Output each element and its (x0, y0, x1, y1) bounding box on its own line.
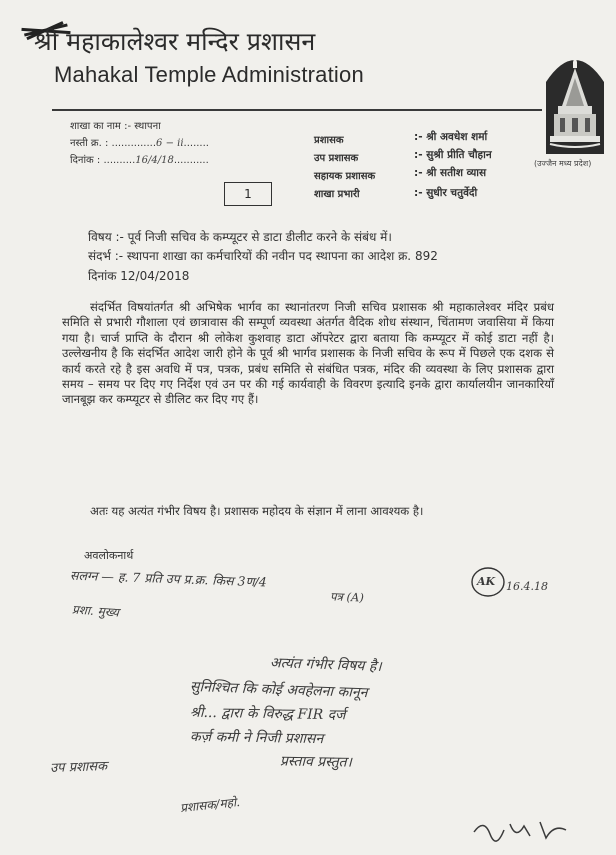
page-number-box: 1 (224, 182, 272, 206)
reference-line: संदर्भ :- स्थापना शाखा का कर्मचारियों की नवीन पद स्थापना का आदेश क्र. 892 (88, 249, 438, 263)
handwritten-note-1: सलग्न — ह. 7 प्रति उप प्र.क्र. किस 3ण/4 (69, 567, 267, 590)
handwritten-note-8: प्रस्ताव प्रस्तुत। (279, 753, 353, 771)
handwritten-note-6: श्री... द्वारा के विरुद्ध FIR दर्ज (189, 704, 346, 724)
subject-line: विषय :- पूर्व निजी सचिव के कम्प्यूटर से डाटा डीलीट करने के संबंध में। (88, 230, 392, 244)
temple-logo-icon (540, 42, 610, 160)
handwritten-note-10: प्रशासक/महो. (179, 794, 241, 816)
org-name-english: Mahakal Temple Administration (54, 62, 364, 87)
date-value: 16/4/18 (135, 155, 174, 166)
for-review-label: अवलोकनार्थ (84, 549, 134, 562)
official-role-2: सहायक प्रशासक (314, 171, 376, 182)
handwritten-initials-date: 16.4.18 (506, 580, 548, 593)
official-role-0: प्रशासक (314, 135, 344, 146)
official-role-1: उप प्रशासक (314, 153, 359, 164)
reference-date: दिनांक 12/04/2018 (88, 269, 190, 283)
date-field: दिनांक : ..........16/4/18........... (70, 155, 209, 166)
file-number-label: नस्ती क्र. : (70, 138, 109, 149)
official-name-1: :- सुश्री प्रीति चौहान (414, 149, 492, 161)
handwritten-note-3: प्रशा. मुख्य (71, 602, 120, 620)
logo-caption: (उज्जैन मध्य प्रदेश) (534, 159, 592, 168)
body-paragraph-1: संदर्भित विषयांतर्गत श्री अभिषेक भार्गव का स्थानांतरण निजी सचिव प्रशासक श्री महाकालेश्वर मंदिर प्रबंध समिति से प्रभारी गौशाला एवं छात्रावास की सम्पूर्ण व्यवस्था अंतर्गत वैदिक शोध संस्थान, चिंतामण जवासिया में किया गया है। चार्ज प्राप्ति के दौरान श्री लोकेश कुशवाह डाटा ऑपरेटर द्वारा बताया कि कम्प्यूटर में कोई डाटा नहीं है। उल्लेखनीय है कि संदर्भित आदेश जारी होने के पूर्व श्री भार्गव प्रशासक के निजी सचिव के रूप में पिछले एक दशक से कार्य करते रहे है इस अवधि में पत्र, पत्रक, प्रबंध समिति से संबंधित पत्रक, मंदिर की व्यवस्था के लिए प्रशासक द्वारा समय – समय पर दिए गए निर्देश एवं उन पर की गई कार्यवाही के विवरण इत्यादि इनके द्वारा कार्यालयीन जानकारियाँ जानबूझ कर कम्प्यूटर से डीलिट कर दिए गए हैं। (62, 300, 554, 407)
date-label: दिनांक : (70, 155, 101, 166)
official-name-0: :- श्री अवधेश शर्मा (414, 131, 488, 143)
org-name-hindi: श्री महाकालेश्वर मन्दिर प्रशासन (34, 27, 316, 56)
file-number-field: नस्ती क्र. : ..............6 − ii........ (70, 138, 209, 149)
signature-icon (470, 812, 580, 844)
file-number-value: 6 − ii (156, 138, 184, 149)
official-name-2: :- श्री सतीश व्यास (414, 167, 487, 179)
body-paragraph-2: अतः यह अत्यंत गंभीर विषय है। प्रशासक महोदय के संज्ञान में लाना आवश्यक है। (90, 504, 424, 518)
handwritten-note-9: उप प्रशासक (49, 759, 108, 776)
handwritten-note-2: पत्र (A) (329, 589, 365, 605)
handwritten-initials: AK (477, 575, 496, 588)
handwritten-note-5: सुनिश्चित कि कोई अवहेलना कानून (189, 678, 368, 702)
branch-name-field: शाखा का नाम :- स्थापना (70, 121, 161, 132)
official-role-3: शाखा प्रभारी (314, 189, 360, 200)
official-name-3: :- सुधीर चतुर्वेदी (414, 187, 478, 199)
header-rule (52, 109, 542, 111)
handwritten-note-4: अत्यंत गंभीर विषय है। (269, 655, 382, 675)
handwritten-note-7: कर्ज़ कमी ने निजी प्रशासन (189, 728, 324, 748)
